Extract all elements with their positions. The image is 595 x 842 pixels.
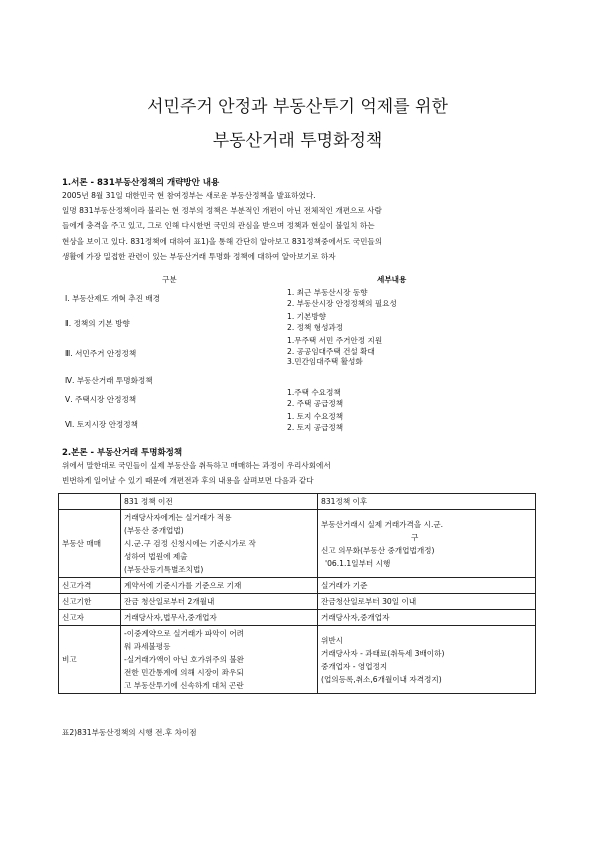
cell-line: 시.군.구 검정 신청시에는 기준시가로 작	[124, 539, 256, 548]
comparison-row	[59, 626, 536, 694]
summary-detail-item: 2. 부동산시장 안정정책의 필요성	[287, 298, 397, 308]
cell-line: 위반시	[321, 635, 344, 645]
comparison-after-cell: 거래당사자,중개업자	[318, 610, 536, 626]
table-caption: 표2)831부동산정책의 시행 전.후 차이점	[62, 728, 197, 737]
comparison-header-row	[59, 494, 536, 510]
cell-line: 거래당사자 - 과태료(취득세 3배이하)	[321, 648, 445, 658]
summary-row-label: Ⅲ. 서민주거 안정정책	[65, 349, 137, 358]
cell-line: 구	[411, 532, 419, 542]
summary-detail-item: 1.무주택 서민 주거안정 지원	[287, 336, 383, 345]
comparison-row	[59, 510, 536, 578]
comparison-table	[58, 493, 536, 694]
summary-detail-item: 2. 공공임대주택 건설 확대	[287, 346, 375, 356]
summary-detail-item: 1. 최근 부동산시장 동향	[287, 288, 368, 297]
comparison-header-before: 831 정책 이전	[121, 494, 318, 510]
comparison-row	[59, 594, 536, 610]
summary-row-details	[287, 288, 397, 309]
paragraph-line: 위에서 말한대로 국민들이 실제 부동산을 취득하고 매매하는 과정이 우리사회에서	[62, 461, 331, 470]
paragraph-line: 들에게 충격을 주고 있고, 그로 인해 다시한번 국민의 관심을 받으며 정책과 현실이 불일치 하는	[62, 221, 375, 231]
paragraph-line: 빈번하게 일어날 수 있기 때문에 개편전과 후의 내용을 살펴보면 다음과 같다	[62, 476, 314, 486]
summary-row-label: Ⅰ. 부동산제도 개혁 추진 배경	[65, 294, 160, 303]
comparison-after-cell: 실거래가 기준	[318, 578, 536, 594]
comparison-row-label: 신고가격	[59, 578, 121, 594]
comparison-after-cell	[318, 510, 536, 578]
summary-detail-item: 2. 정책 형성과정	[287, 322, 344, 332]
summary-row-label: Ⅳ. 부동산거래 투명화정책	[65, 376, 153, 385]
cell-line: (업의등록,취소,6개월이내 자격정지)	[321, 674, 442, 684]
cell-line: 신고 의무화(부동산 중개업법개정)	[321, 545, 435, 555]
comparison-after-cell: 잔금청산일로부터 30일 이내	[318, 594, 536, 610]
cell-line: 워 과세불평등	[124, 642, 171, 651]
summary-detail-item: 1. 토지 수요정책	[287, 412, 344, 421]
comparison-row	[59, 578, 536, 594]
comparison-header-after: 831정책 이후	[318, 494, 536, 510]
cell-line: -이중계약으로 실거래가 파악이 어려	[124, 629, 245, 638]
cell-line: (부동산등기특별조치법)	[124, 565, 204, 574]
summary-detail-item: 3.민간임대주택 활성화	[287, 357, 363, 366]
comparison-before-cell: 잔금 청산일로부터 2개월내	[121, 594, 318, 610]
document-title-line2: 부동산거래 투명화정책	[212, 131, 383, 151]
paragraph-line: 생활에 가장 밀접한 관련이 있는 부동산거래 투명화 정책에 대하여 알아보기로 하자	[62, 251, 336, 261]
summary-row-label: Ⅵ. 토지시장 안정정책	[65, 420, 138, 429]
comparison-row-label: 신고자	[59, 610, 121, 626]
cell-line: 성하여 법원에 제출	[124, 552, 188, 561]
summary-row-label: Ⅱ. 정책의 기본 방향	[65, 319, 130, 328]
cell-line: 거래당사자에게는 실거래가 적용	[124, 513, 232, 522]
summary-row-details	[287, 388, 343, 409]
cell-line: -실거래가액이 아닌 호가위주의 불완	[124, 655, 245, 664]
comparison-row-label: 부동산 매매	[59, 510, 121, 578]
comparison-before-cell	[121, 510, 318, 578]
comparison-header-empty	[59, 494, 121, 510]
comparison-before-cell: 계약서에 기준시가를 기준으로 기재	[121, 578, 318, 594]
section1-heading: 1.서론 - 831부동산정책의 개략방안 내용	[62, 178, 220, 188]
section2-heading: 2.본론 - 부동산거래 투명화정책	[62, 448, 183, 458]
cell-line: 전한 민간통계에 의해 시장이 좌우되	[124, 668, 244, 677]
comparison-row-label: 비고	[59, 626, 121, 694]
comparison-before-cell: 거래당사자,법무사,중개업자	[121, 610, 318, 626]
summary-detail-item: 2. 토지 공급정책	[287, 422, 344, 432]
section2-paragraph	[62, 458, 522, 488]
summary-row-label: Ⅴ. 주택시장 안정정책	[65, 395, 137, 404]
summary-table	[62, 274, 522, 444]
summary-header-details: 세부내용	[377, 275, 407, 284]
cell-line: 부동산거래시 실제 거래가격을 시.군.	[321, 519, 444, 529]
summary-row-details	[287, 336, 382, 368]
section1-paragraph	[62, 188, 522, 264]
cell-line: 중개업자 - 영업정지	[321, 661, 388, 671]
summary-row-details	[287, 412, 343, 433]
paragraph-line: 일명 831부동산정책이라 불리는 현 정부의 정책은 부분적인 개편이 아닌 전체적인 개편으로 사람	[62, 206, 382, 216]
cell-line: '06.1.1일부터 시행	[325, 558, 391, 568]
summary-detail-item: 2. 주택 공급정책	[287, 398, 344, 408]
document-title-line1: 서민주거 안정과 부동산투기 억제를 위한	[147, 97, 448, 117]
comparison-before-cell	[121, 626, 318, 694]
cell-line: (부동산 중개업법)	[124, 526, 184, 535]
comparison-row	[59, 610, 536, 626]
comparison-row-label: 신고기한	[59, 594, 121, 610]
cell-line: 고 부동산투기에 신속하게 대처 곤란	[124, 681, 244, 690]
comparison-after-cell	[318, 626, 536, 694]
summary-detail-item: 1. 기본방향	[287, 312, 327, 321]
paragraph-line: 현상을 보이고 있다. 831정책에 대하여 표1)을 통해 간단히 알아보고 831정책중에서도 국민들의	[62, 236, 383, 246]
summary-header-category: 구분	[162, 275, 177, 284]
summary-detail-item: 1.주택 수요정책	[287, 388, 341, 397]
paragraph-line: 2005년 8월 31일 대한민국 현 참여정부는 새로운 부동산정책을 발표하였다.	[62, 191, 316, 200]
summary-row-details	[287, 312, 343, 333]
